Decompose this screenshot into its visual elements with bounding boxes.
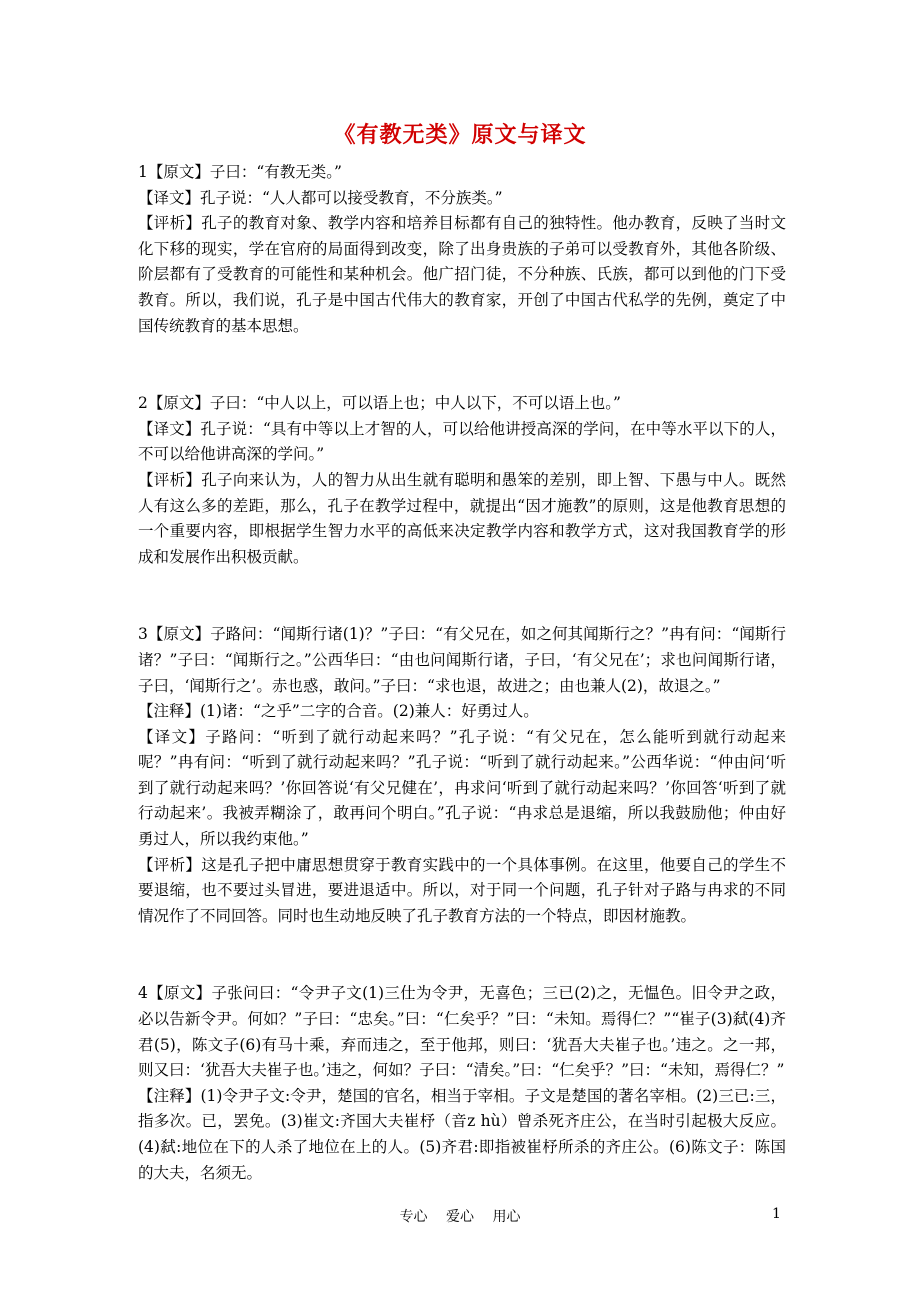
original-text: 1【原文】子曰：“有教无类。” bbox=[138, 163, 342, 181]
section-2 bbox=[138, 391, 786, 570]
annotation-text: 【注释】(1)诸：“之乎”二字的合音。(2)兼人：好勇过人。 bbox=[138, 702, 539, 721]
footer-motto: 专心 爱心 用心 bbox=[399, 1209, 521, 1225]
section-4 bbox=[138, 981, 786, 1186]
document-body bbox=[138, 160, 786, 1186]
commentary-text: 【评析】孔子向来认为，人的智力从出生就有聪明和愚笨的差别，即上智、下愚与中人。既然人有这么多的差距，那么，孔子在教学过程中，就提出“因才施教”的原则，这是他教育思想的一个重要内容，即根据学生智力水平的高低来决定教学内容和教学方式，这对我国教育学的形成和发展作出积极贡献。 bbox=[138, 470, 786, 566]
original-text: 3【原文】子路问：“闻斯行诸(1)？”子曰：“有父兄在，如之何其闻斯行之？”冉有问：“闻斯行诸？”子曰：“闻斯行之。”公西华曰：“由也问闻斯行诸，子曰，‘有父兄在’；求也问闻斯行诸，子曰，‘闻斯行之’。赤也惑，敢问。”子曰：“求也退，故进之；由也兼人(2)，故退之。” bbox=[138, 625, 786, 695]
commentary-text: 【评析】孔子的教育对象、教学内容和培养目标都有自己的独特性。他办教育，反映了当时文化下移的现实，学在官府的局面得到改变，除了出身贵族的子弟可以受教育外，其他各阶级、阶层都有了受教育的可能性和某种机会。他广招门徒，不分种族、氏族，都可以到他的门下受教育。所以，我们说，孔子是中国古代伟大的教育家，开创了中国古代私学的先例，奠定了中国传统教育的基本思想。 bbox=[138, 214, 786, 335]
original-text: 4【原文】子张问曰：“令尹子文(1)三仕为令尹，无喜色；三已(2)之，无愠色。旧令尹之政，必以告新令尹。何如？”子曰：“忠矣。”曰：“仁矣乎？”曰：“未知。焉得仁？”“崔子(3)弑(4)齐君(5)，陈文子(6)有马十乘，弃而违之，至于他邦，则曰：‘犹吾大夫崔子也。’违之。之一邦，则又曰：‘犹吾大夫崔子也。’违之，何如？子曰：“清矣。”曰：“仁矣乎？”曰：“未知，焉得仁？” bbox=[138, 984, 786, 1080]
translation-text: 【译文】孔子说：“具有中等以上才智的人，可以给他讲授高深的学问，在中等水平以下的人，不可以给他讲高深的学问。” bbox=[138, 419, 786, 464]
section-1 bbox=[138, 160, 786, 339]
translation-text: 【译文】孔子说：“人人都可以接受教育，不分族类。” bbox=[138, 188, 503, 207]
annotation-text: 【注释】(1)令尹子文:令尹，楚国的官名，相当于宰相。子文是楚国的著名宰相。(2)三已:三，指多次。已，罢免。(3)崔文:齐国大夫崔杼（音z hù）曾杀死齐庄公，在当时引起极大反应。(4)弑:地位在下的人杀了地位在上的人。(5)齐君:即指被崔杼所杀的齐庄公。(6)陈文子：陈国的大夫，名须无。 bbox=[138, 1086, 786, 1182]
section-3 bbox=[138, 622, 786, 929]
translation-text: 【译文】子路问：“听到了就行动起来吗？”孔子说：“有父兄在，怎么能听到就行动起来呢？”冉有问：“听到了就行动起来吗？”孔子说：“听到了就行动起来。”公西华说：“仲由问‘听到了就行动起来吗？’你回答说‘有父兄健在’，冉求问‘听到了就行动起来吗？’你回答‘听到了就行动起来’。我被弄糊涂了，敢再问个明白。”孔子说：“冉求总是退缩，所以我鼓励他；仲由好勇过人，所以我约束他。” bbox=[138, 727, 786, 849]
section-gap bbox=[138, 929, 786, 981]
section-gap bbox=[138, 570, 786, 622]
page-number: 1 bbox=[772, 1206, 781, 1222]
document-title: 《有教无类》原文与译文 bbox=[333, 122, 587, 148]
original-text: 2【原文】子曰：“中人以上，可以语上也；中人以下，不可以语上也。” bbox=[138, 394, 621, 413]
section-gap bbox=[138, 339, 786, 391]
commentary-text: 【评析】这是孔子把中庸思想贯穿于教育实践中的一个具体事例。在这里，他要自己的学生不要退缩，也不要过头冒进，要进退适中。所以，对于同一个问题，孔子针对子路与冉求的不同情况作了不同回答。同时也生动地反映了孔子教育方法的一个特点，即因材施教。 bbox=[138, 855, 786, 925]
